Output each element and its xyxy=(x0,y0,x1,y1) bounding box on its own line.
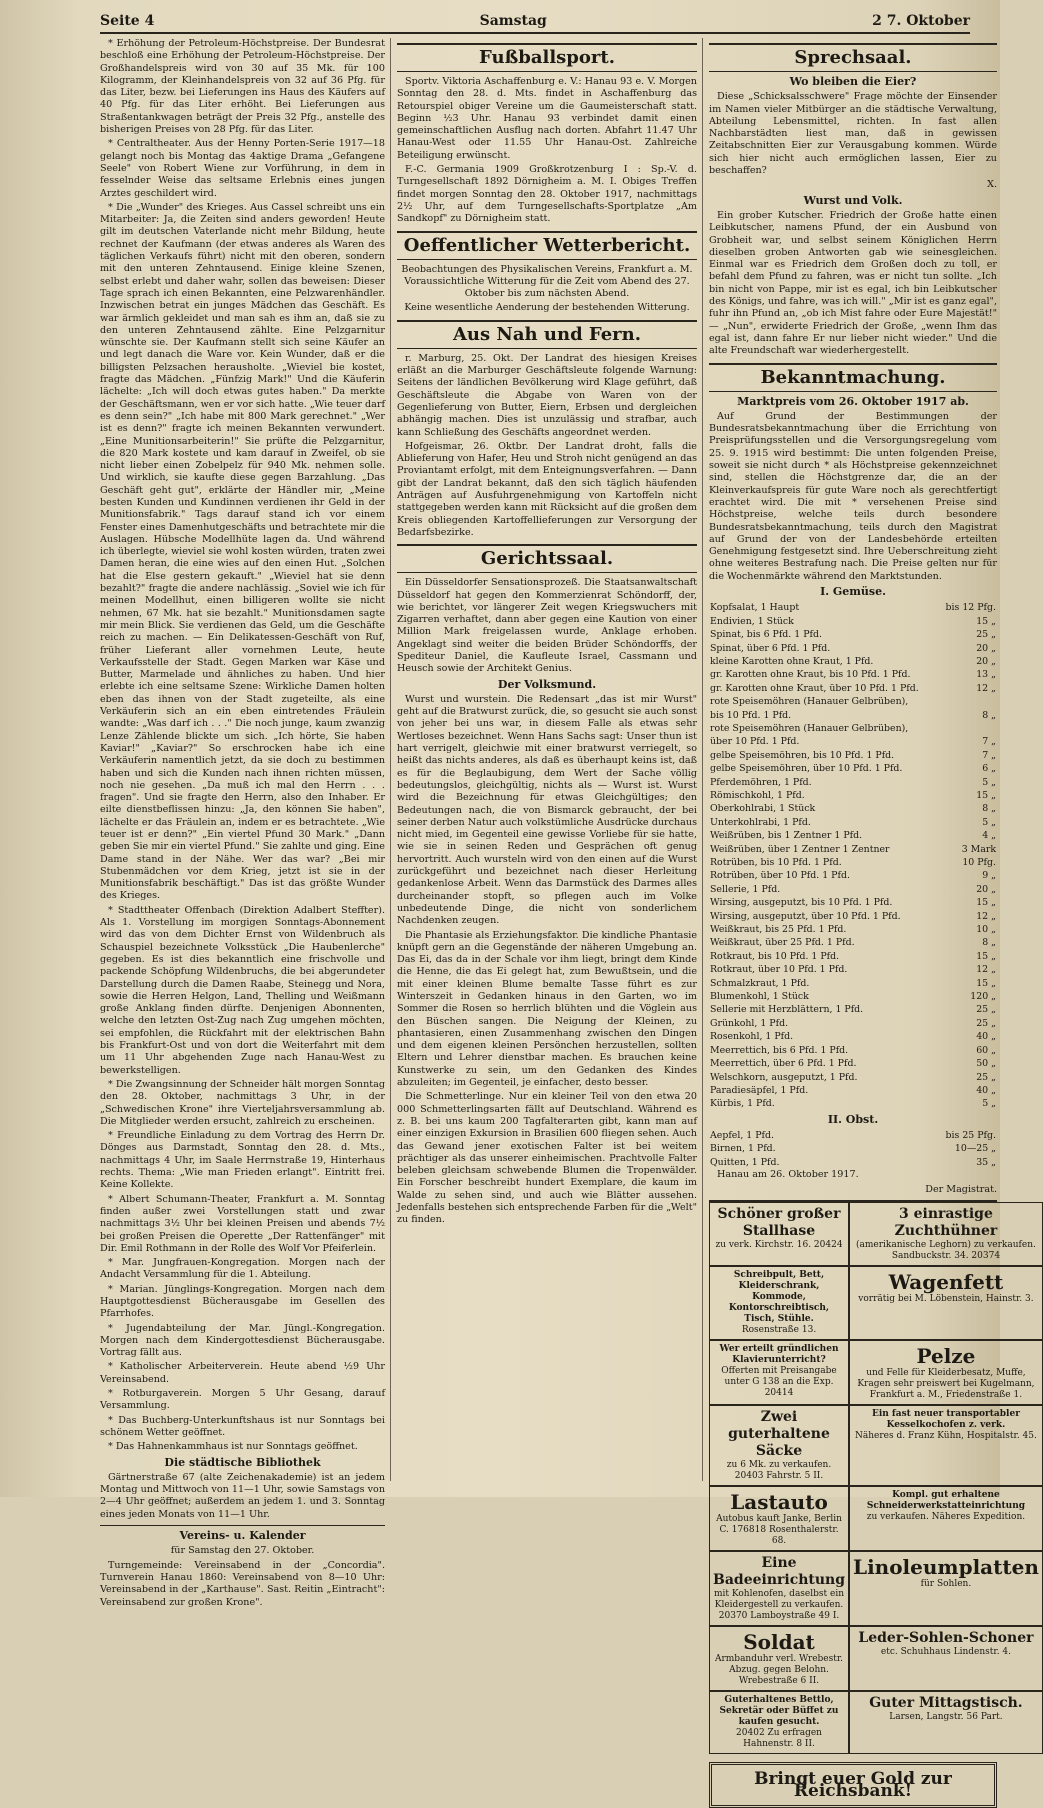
price-row xyxy=(709,735,997,748)
price-value: 120 „ xyxy=(970,991,996,1003)
column-left xyxy=(100,38,385,1608)
price-row xyxy=(709,1044,997,1057)
ad-headline: Wagenfett xyxy=(888,1269,1004,1294)
price-row xyxy=(709,869,997,882)
ad-text: zu verk. Kirchstr. 16. 20424 xyxy=(715,1239,843,1250)
classified-ad xyxy=(709,1486,849,1551)
price-item: Oberkohlrabi, 1 Stück xyxy=(710,803,816,815)
section-wetter: Oeffentlicher Wetterbericht. xyxy=(397,231,697,260)
ad-headline: Schreibpult, Bett, Kleiderschrank, Kommode, Kontorschreibtisch, Tisch, Stühle. xyxy=(728,1269,830,1324)
volksmund-item: Die Phantasie als Erziehungsfaktor. Die kindliche Phantasie knüpft gern an die Gegenstände der näheren Umgebung an. Das Ei, das da in der Schale vor ihm liegt, bringt dem Kinde die Henne, die das Ei gelegt hat, zum Bewußtsein, und die mit einer kleinen Blume bemalte Tasse führt es zur Winterszeit in Gedanken hinaus in den Garten, wo im Sommer die Rosen so herrlich blühten und die Vöglein aus den Büschen sangen. Die Neigung der Kleinen, zu phantasieren, einen Zusammenhang zwischen den Dingen und dem eigenen kleinen Persönchen herzustellen, sollten Eltern und Lehrer dienstbar machen. Es brauchen keine Kunstwerke zu sein, um den Gedanken des Kindes abzuleiten; im Gegenteil, je einfacher, desto besser. xyxy=(397,929,697,1089)
price-row xyxy=(709,1084,997,1097)
classified-ad xyxy=(849,1626,1043,1691)
gemuese-title: I. Gemüse. xyxy=(820,584,886,598)
ad-headline: Pelze xyxy=(916,1343,976,1368)
local-news-item: * Katholischer Arbeiterverein. Heute abend ½9 Uhr Vereinsabend. xyxy=(100,1361,385,1385)
price-item: Rotkraut, bis 10 Pfd. 1 Pfd. xyxy=(710,950,840,962)
price-value: 15 „ xyxy=(976,897,996,909)
gemuese-table xyxy=(709,601,997,1110)
price-item: Wirsing, ausgeputzt, bis 10 Pfd. 1 Pfd. xyxy=(710,897,893,909)
issue-date: 2 7. Oktober xyxy=(872,13,970,29)
price-item: Meerrettich, bis 6 Pfd. 1 Pfd. xyxy=(710,1044,849,1056)
local-news-item: * Stadttheater Offenbach (Direktion Adalbert Steffter). Als 1. Vorstellung im morgigen Sonntags-Abonnement wird das von dem Dichter Ernst von Wildenbruch als Schauspiel bezeichnete Volksstück „Die Haubenlerche" gegeben. Es ist dies bekanntlich eine frischvolle und packende Schöpfung Wildenbruchs, die bei abgerundeter Darstellung durch die Damen Raabe, Steinegg und Nora, sowie die Herren Helgon, Land, Thelling und Weißmann große Anklang finden dürfte. Denjenigen Abonnenten, welche den letzten Ost-Zug nach Zug umgehen möchten, sei empfohlen, die Rückfahrt mit der elektrischen Bahn bis Frankfurt-Ost und von dort die Weiterfahrt mit dem um 11 Uhr abgehenden Zuge nach Hanau-West zu bewerkstelligen. xyxy=(100,904,385,1076)
price-item: Weißkraut, über 25 Pfd. 1 Pfd. xyxy=(710,937,855,949)
price-row xyxy=(709,695,997,708)
price-value: 40 „ xyxy=(976,1031,996,1043)
weekday: Samstag xyxy=(479,13,547,29)
local-news-item: * Mar. Jungfrauen-Kongregation. Morgen nach der Andacht Versammlung für die 1. Abteilung. xyxy=(100,1257,385,1281)
price-item: Spinat, bis 6 Pfd. 1 Pfd. xyxy=(710,629,822,641)
calendar-text: Turngemeinde: Vereinsabend in der „Concordia". Turnverein Hanau 1860: Vereinsabend von 8—10 Uhr: Vereinsabend in der „Karthause". Sast. Reitin „Eintracht": Vereinsabend zur großen Krone". xyxy=(100,1559,385,1608)
classified-ad xyxy=(849,1691,1043,1754)
ad-headline: Kompl. gut erhaltene Schneiderwerkstatteinrichtung xyxy=(866,1489,1026,1511)
local-news-item: * Marian. Jünglings-Kongregation. Morgen nach dem Hauptgottesdienst Bücherausgabe im Gesellen des Pfarrhofes. xyxy=(100,1283,385,1320)
local-news-item: * Die „Wunder" des Krieges. Aus Cassel schreibt uns ein Mitarbeiter: Ja, die Zeiten sind anders geworden! Heute gilt im deutschen Vaterlande nicht mehr Bildung, heute rechnet der Kaufmann (der etwas anderes als Waren des täglichen Verkaufs führt) nicht mit den oberen, sondern mit den unteren Zehntausend. Einige kleine Szenen, selbst erlebt und daher wahr, sollen das beweisen: Dieser Tage sprach ich einen Bekannten, eine Pelzwarenhändler. Inzwischen betrat ein junges Mädchen das Geschäft. Es war ärmlich gekleidet und man sah es ihm an, daß sie zu den unteren Zehntausend zählte. Eine Pelzgarnitur wünschte sie. Der Kaufmann stellt sich seine Käufer an und legt danach die Ware vor. Kein Wunder, daß er die billigsten Pelzsachen herausholte. „Wieviel bie kostet, fragte das Mädchen. „Fünfzig Mark!" Und die Käuferin lächelte: „Ich will doch etwas gutes haben." Da merkte der Geschäftsmann, wen er vor sich hatte. „Wie teuer darf es denn sein?" „Ich habe mit 800 Mark gerechnet." „Wer ist es denn?" fragte ich meinen Bekannten verwundert. „Eine Munitionsarbeiterin!" Sie prüfte die Pelzgarnitur, die 820 Mark kostete und kam darauf in Zweifel, ob sie nicht lieber einen Zobelpelz für 940 Mk. nehmen solle. Und wirklich, sie kaufte diese gegen Barzahlung. „Das Geschäft geht gut", erklärte der Händler mir, „Meine besten Kunden und Kundinnen verdienen ihr Geld in der Munitionsfabrik." Tags darauf stand ich vor einem Fenster eines Damenhutgeschäfts und betrachtete mir die Auslagen. Hübsche Modellhüte lagen da. Und während ich überlegte, wieviel sie wohl kosten würden, traten zwei Damen heran, die eine wies auf den einen Hut. „Solchen hat die Else gestern gekauft." „Wieviel hat sie denn bezahlt?" fragte die andere nachlässig. „Soviel wie ich für meinen Modellhut, einen billigeren wollte sie nicht nehmen, 67 Mk. hat sie bezahlt." Munitionsdamen sagte mir mein Blick. Sie verdienen das Geld, um die Geschäfte reich zu machen. — Ein Delikatessen-Geschäft von Ruf, früher Lieferant aller vornehmen Leute, heute Verkaufsstelle der Stadt. Gegen Marken war Käse und Butter, Marmelade und ähnliches zu haben. Und hier erlebte ich eine seltsame Szene: Wirkliche Damen holten eben das ihnen von der Stadt zugeteilte, als eine Verkäuferin sich an ein eben eintretendes Fräulein wandte: „Was darf ich . . ." Die noch junge, kaum zwanzig Lenze Zählende blickte um sich. „Ich hörte, Sie haben Kaviar!" „Kaviar?" So erschrocken habe ich eine Verkäuferin namentlich jetzt, da sie doch zu bestimmen haben und sich die Kunden nach ihnen richten müssen, noch nie gesehen. „Da muß ich mal den Herrn . . . fragen". Und sie fragte den Herrn, also den Inhaber. Er eilte dienstbeflissen hinzu: „Ja, den können Sie haben", lächelte er das Fräulein an, indem er es betrachtete. „Wie teuer ist er denn?" „Ein viertel Pfund 30 Mark." „Dann geben Sie mir ein viertel Pfund." Sie zahlte und ging. Eine Dame stand in der Nähe. Wer das war? „Bei mir Stubenmädchen vor dem Krieg, jetzt ist sie in der Munitionsfabrik beschäftigt." Das ist das größte Wunder des Krieges. xyxy=(100,201,385,902)
price-value: 5 „ xyxy=(982,1098,996,1110)
classified-ad xyxy=(849,1340,1043,1405)
price-row xyxy=(709,1071,997,1084)
price-value: 4 „ xyxy=(982,830,996,842)
local-news-item: * Centraltheater. Aus der Henny Porten-Serie 1917—18 gelangt noch bis Montag das 4aktige Drama „Gefangene Seele" von Robert Wiene zur Vorführung, in dem in fesselnder Weise das seltsame Erlebnis eines jungen Arztes geschildert wird. xyxy=(100,138,385,199)
ad-text: Larsen, Langstr. 56 Part. xyxy=(889,1711,1003,1722)
page-header xyxy=(100,10,970,34)
price-row xyxy=(709,816,997,829)
wetter-note: Keine wesentliche Aenderung der bestehenden Witterung. xyxy=(404,302,690,314)
price-item: gelbe Speisemöhren, über 10 Pfd. 1 Pfd. xyxy=(710,763,903,775)
price-value: 13 „ xyxy=(976,669,996,681)
price-item: kleine Karotten ohne Kraut, 1 Pfd. xyxy=(710,655,874,667)
price-value: 5 „ xyxy=(982,816,996,828)
price-value: 12 „ xyxy=(976,682,996,694)
price-row xyxy=(709,910,997,923)
price-row xyxy=(709,1003,997,1016)
nah-item: Hofgeismar, 26. Oktbr. Der Landrat droht, falls die Ablieferung von Hafer, Heu und Stroh nicht genügend an das Proviantamt erfolgt, mit dem Enteignungsverfahren. — Dann gibt der Landrat bekannt, daß den sich täglich häufenden Anträgen auf Ausfuhrgenehmigung von Kartoffeln nicht stattgegeben werden kann mit Rücksicht auf die großen dem Kreis obliegenden Kartoffellieferungen zur Versorgung der Bedarfsbezirke. xyxy=(397,440,697,538)
price-value: bis 25 Pfg. xyxy=(945,1130,996,1142)
price-item: gelbe Speisemöhren, bis 10 Pfd. 1 Pfd. xyxy=(710,749,895,761)
classified-ad xyxy=(849,1266,1043,1340)
bekanntmachung-subtitle: Marktpreis vom 26. Oktober 1917 ab. xyxy=(737,394,969,408)
price-value: 7 „ xyxy=(982,736,996,748)
ad-headline: Guter Mittagstisch. xyxy=(869,1694,1023,1711)
section-fussball: Fußballsport. xyxy=(397,43,697,72)
price-value: 9 „ xyxy=(982,870,996,882)
price-row xyxy=(709,950,997,963)
sprechsaal-subtitle: Wo bleiben die Eier? xyxy=(789,75,917,88)
price-row xyxy=(709,722,997,735)
price-value: 6 „ xyxy=(982,763,996,775)
ad-text: Rosenstraße 13. xyxy=(741,1324,817,1335)
price-row xyxy=(709,856,997,869)
calendar-title: Vereins- u. Kalender xyxy=(179,1529,306,1543)
price-row xyxy=(709,762,997,775)
price-value: 7 „ xyxy=(982,749,996,761)
classified-ad xyxy=(849,1405,1043,1486)
price-row xyxy=(709,1017,997,1030)
column-middle xyxy=(390,38,697,1481)
price-row xyxy=(709,668,997,681)
price-row xyxy=(709,776,997,789)
classified-ads xyxy=(709,1200,1039,1754)
price-value: 8 „ xyxy=(982,709,996,721)
local-news-item: * Jugendabteilung der Mar. Jüngl.-Kongregation. Morgen nach dem Kindergottesdienst Bücherausgabe. Vortrag fällt aus. xyxy=(100,1322,385,1359)
price-row xyxy=(709,1129,997,1142)
local-news-item: * Freundliche Einladung zu dem Vortrag des Herrn Dr. Dönges aus Darmstadt, Sonntag den 28. d. Mts., nachmittags 4 Uhr, im Saale Herrnstraße 19, Hinterhaus rechts. Thema: „Wie man Frieden erlangt". Eintritt frei. Keine Kollekte. xyxy=(100,1130,385,1191)
obst-title: II. Obst. xyxy=(827,1112,879,1126)
price-value: 25 „ xyxy=(976,1017,996,1029)
ad-headline: Linoleumplatten xyxy=(853,1554,1039,1579)
price-item: gr. Karotten ohne Kraut, bis 10 Pfd. 1 Pfd. xyxy=(710,669,911,681)
price-row xyxy=(709,615,997,628)
price-item: Grünkohl, 1 Pfd. xyxy=(710,1017,789,1029)
price-item: Paradiesäpfel, 1 Pfd. xyxy=(710,1084,809,1096)
price-row xyxy=(709,642,997,655)
local-news-item: * Das Hahnenkammhaus ist nur Sonntags geöffnet. xyxy=(108,1441,358,1453)
price-item: Unterkohlrabi, 1 Pfd. xyxy=(710,816,811,828)
price-item: rote Speisemöhren (Hanauer Gelbrüben), xyxy=(710,722,909,734)
sprechsaal-signature: X. xyxy=(987,179,997,191)
local-news xyxy=(100,38,385,1454)
price-row xyxy=(709,829,997,842)
price-value: 15 „ xyxy=(976,977,996,989)
price-value: 25 „ xyxy=(976,1004,996,1016)
column-right xyxy=(702,38,1039,1802)
price-row xyxy=(709,1097,997,1110)
ad-headline: Zwei guterhaltene Säcke xyxy=(728,1408,830,1459)
price-row xyxy=(709,990,997,1003)
price-value: 25 „ xyxy=(976,629,996,641)
ad-text: für Sohlen. xyxy=(920,1578,972,1589)
calendar-subtitle: für Samstag den 27. Oktober. xyxy=(170,1545,315,1557)
price-item: Weißkraut, bis 25 Pfd. 1 Pfd. xyxy=(710,924,847,936)
price-row xyxy=(709,923,997,936)
price-row xyxy=(709,843,997,856)
price-value: 60 „ xyxy=(976,1044,996,1056)
ad-text: Armbanduhr verl. Wrebestr. Abzug. gegen Belohn. Wrebestraße 6 II. xyxy=(714,1653,844,1686)
price-value: 8 „ xyxy=(982,937,996,949)
section-sprechsaal: Sprechsaal. xyxy=(709,43,997,72)
price-value: 10—25 „ xyxy=(954,1143,996,1155)
price-value: 12 „ xyxy=(976,964,996,976)
price-item: Schmalzkraut, 1 Pfd. xyxy=(710,977,810,989)
ad-text: Autobus kauft Janke, Berlin C. 176818 Rosenthalerstr. 68. xyxy=(716,1513,842,1546)
price-row xyxy=(709,963,997,976)
ad-headline: Ein fast neuer transportabler Kesselkochofen z. verk. xyxy=(871,1408,1020,1430)
price-row xyxy=(709,802,997,815)
price-item: Birnen, 1 Pfd. xyxy=(710,1143,776,1155)
price-row xyxy=(709,789,997,802)
ad-text: und Felle für Kleiderbesatz, Muffe, Kragen sehr preiswert bei Kugelmann, Frankfurt a. M., Friedenstraße 1. xyxy=(857,1367,1035,1400)
bekanntmachung-place: Hanau am 26. Oktober 1917. xyxy=(717,1169,859,1181)
divider xyxy=(100,1525,385,1526)
price-row xyxy=(709,936,997,949)
volksmund-item: Die Schmetterlinge. Nur ein kleiner Teil von den etwa 20 000 Schmetterlingsarten fällt auf Deutschland. Während es z. B. bei uns kaum 200 Tagfalterarten gibt, kann man auf einer einzigen Exkursion in Brasilien 600 fliegen sehen. Auch das Gewand jener exotischen Falter ist bei weitem prächtiger als das unserer einheimischen. Prachtvolle Falter beleben gleichsam schwebende Blumen die Tropenwälder. Ein Forscher beschreibt hundert Exemplare, die kaum im Walde zu sehen sind, und auch wie Blätter aussehen. Jedenfalls bestehen sich entsprechende Farben für die „Welt" zu finden. xyxy=(397,1091,697,1226)
classified-ad xyxy=(709,1340,849,1405)
price-row xyxy=(709,896,997,909)
price-value: 50 „ xyxy=(976,1058,996,1070)
price-item: Weißrüben, bis 1 Zentner 1 Pfd. xyxy=(710,830,863,842)
price-item: Meerrettich, über 6 Pfd. 1 Pfd. xyxy=(710,1058,857,1070)
wetter-text: Beobachtungen des Physikalischen Vereins, Frankfurt a. M. Voraussichtliche Witterung für die Zeit vom Abend des 27. Oktober bis zum nächsten Abend. xyxy=(401,263,693,300)
price-row xyxy=(709,655,997,668)
price-item: Rotrüben, bis 10 Pfd. 1 Pfd. xyxy=(710,857,842,868)
price-value: 15 „ xyxy=(976,615,996,627)
gold-appeal-banner: Bringt euer Gold zur Reichsbank! xyxy=(709,1762,997,1808)
ad-text: (amerikanische Leghorn) zu verkaufen. Sandbuckstr. 34. 20374 xyxy=(856,1239,1036,1261)
price-value: 40 „ xyxy=(976,1084,996,1096)
price-item: Rotkraut, über 10 Pfd. 1 Pfd. xyxy=(710,964,848,976)
price-item: Kopfsalat, 1 Haupt xyxy=(710,602,800,614)
price-value: 35 „ xyxy=(976,1156,996,1168)
price-item: Pferdemöhren, 1 Pfd. xyxy=(710,776,812,788)
ad-text: etc. Schuhhaus Lindenstr. 4. xyxy=(880,1646,1012,1657)
bekanntmachung-text: Auf Grund der Bestimmungen der Bundesratsbekanntmachung über die Errichtung von Preisprüfungsstellen und die Versorgungsregelung vom 25. 9. 1915 wird bestimmt: Die unten folgenden Preise, soweit sie nicht durch * als Höchstpreise gekennzeichnet sind, stellen die Höchstgrenze dar, die an der Kleinverkaufspreis für gute Ware noch als gerechtfertigt erachtet wird. Die mit * versehenen Preise sind Höchstpreise, welche teils durch besondere Bundesratsbekanntmachung, teils durch den Magistrat auf Grund der von der Landesbehörde erteilten Genehmigung festgesetzt sind. Ihre Ueberschreitung zieht ohne weiteres Bestrafung nach. Die Preise gelten nur für die Wochenmärkte während den Marktstunden. xyxy=(709,410,997,582)
bekanntmachung-signature: Der Magistrat. xyxy=(925,1183,997,1195)
ad-headline: Schöner großer Stallhase xyxy=(717,1205,841,1239)
ad-text: 20402 Zu erfragen Hahnenstr. 8 II. xyxy=(736,1727,822,1749)
price-value: 3 Mark xyxy=(961,843,996,855)
ad-text: zu verkaufen. Näheres Expedition. xyxy=(866,1511,1026,1522)
ad-headline: 3 einrastige Zuchthühner xyxy=(894,1205,998,1239)
price-item: Blumenkohl, 1 Stück xyxy=(710,991,809,1003)
price-row xyxy=(709,709,997,722)
ad-text: mit Kohlenofen, daselbst ein Kleidergestell zu verkaufen. 20370 Lamboystraße 49 I. xyxy=(714,1588,844,1621)
nah-item: r. Marburg, 25. Okt. Der Landrat des hiesigen Kreises erläßt an die Marburger Geschäftsleute folgende Warnung: Seitens der ländlichen Bevölkerung wird Klage geführt, daß Geschäftsleute die Abgabe von Waren von der Gegenlieferung von Butter, Eiern, Erbsen und dergleichen abhängig machen. Dies ist unzulässig und strafbar, auch kann Schließung des Geschäfts angeordnet werden. xyxy=(397,352,697,438)
price-row xyxy=(709,1057,997,1070)
price-value: 20 „ xyxy=(976,642,996,654)
price-item: Rotrüben, über 10 Pfd. 1 Pfd. xyxy=(710,870,850,882)
price-row xyxy=(709,977,997,990)
price-value: 10 Pfg. xyxy=(962,857,996,868)
price-row xyxy=(709,682,997,695)
ad-headline: Wer erteilt gründlichen Klavierunterricht? xyxy=(719,1343,839,1365)
price-value: 5 „ xyxy=(982,776,996,788)
ad-text: Offerten mit Preisangabe unter G 138 an die Exp. 20414 xyxy=(721,1365,837,1398)
local-news-item: * Erhöhung der Petroleum-Höchstpreise. Der Bundesrat beschloß eine Erhöhung der Petroleum-Höchstpreise. Der Großhandelspreis wird von 30 auf 35 Mk. für 100 Kilogramm, der Kleinhandelspreis von 32 auf 36 Pfg. für das Liter, bezw. bei Lieferungen ins Haus des Käufers auf 40 Pfg. für das Liter erhöht. Bei Lieferungen aus Straßentankwagen beträgt der Preis 32 Pfg., anstelle des bisherigen Preises von 28 Pfg. für das Liter. xyxy=(100,38,385,136)
library-title: Die städtische Bibliothek xyxy=(164,1455,321,1469)
price-item: über 10 Pfd. 1 Pfd. xyxy=(710,736,800,748)
price-item: Wirsing, ausgeputzt, über 10 Pfd. 1 Pfd. xyxy=(710,910,901,922)
price-value: 20 „ xyxy=(976,883,996,895)
price-value: 15 „ xyxy=(976,950,996,962)
price-value xyxy=(945,695,997,708)
ad-headline: Soldat xyxy=(743,1629,815,1654)
price-item: rote Speisemöhren (Hanauer Gelbrüben), xyxy=(710,696,909,708)
classified-ad xyxy=(709,1551,849,1626)
local-news-item: * Rotburgaverein. Morgen 5 Uhr Gesang, darauf Versammlung. xyxy=(100,1388,385,1412)
price-item: Quitten, 1 Pfd. xyxy=(710,1156,780,1168)
sprechsaal-text: Diese „Schicksalsschwere" Frage möchte der Einsender im Namen vieler Mitbürger an die städtische Verwaltung, Abteilung Lebensmittel, richten. In fast allen Nachbarstädten liest man, daß in gewissen Zeitabschnitten Eier zur Verausgabung kommen. Würde sich hier nicht auch ermöglichen lassen, Eier zu beschaffen? xyxy=(709,91,997,177)
ad-headline: Leder-Sohlen-Schoner xyxy=(858,1629,1034,1646)
ad-text: zu 6 Mk. zu verkaufen. 20403 Fahrstr. 5 II. xyxy=(726,1459,832,1481)
classified-ad xyxy=(849,1486,1043,1551)
gericht-text: Ein Düsseldorfer Sensationsprozeß. Die Staatsanwaltschaft Düsseldorf hat gegen den Kommerzienrat Schöndorff, der, wie berichtet, vor längerer Zeit wegen Kriegswuchers mit Zigarren verhaftet, dann aber gegen eine Kaution von einer Million Mark freigelassen wurde, Anklage erhoben. Angeklagt sind weiter die beiden Brüder Schöndorffs, der Spediteur Daniel, die Kaufleute Israel, Cassmann und Heusch sowie der Architekt Genius. xyxy=(397,577,697,675)
wurst-volk-text: Ein grober Kutscher. Friedrich der Große hatte einen Leibkutscher, namens Pfund, der ein Ausbund von Grobheit war, und selbst seinem Königlichen Herrn dieselben groben Antworten gab wie seinesgleichen. Einmal war es Friedrich dem Großen doch zu toll, er befahl dem Pfund zu fahren, was er nicht tun sollte. „Ich bin nicht von Pappe, mir ist es egal, ich bin Leibkutscher des Königs, und fahre, was ich will." „Mir ist es ganz egal", fuhr ihn Pfund an, „ob ich Mist fahre oder Eure Majestät!" — „Nun", erwiderte Friedrich der Große, „wenn Ihm das egal ist, dann fahre Er nur lieber nicht wieder." Und die alte Freundschaft war wiederhergestellt. xyxy=(709,209,998,357)
ad-headline: Guterhaltenes Bettlo, Sekretär oder Büffet zu kaufen gesucht. xyxy=(719,1694,839,1727)
library-text: Gärtnerstraße 67 (alte Zeichenakademie) ist an jedem Montag und Mittwoch von 11—1 Uhr, sowie Samstags von 2—4 Uhr geöffnet; außerdem an jedem 1. und 3. Sonntag eines jeden Monats von 11—1 Uhr. xyxy=(100,1471,385,1520)
ad-headline: Eine Badeeinrichtung xyxy=(713,1554,846,1588)
price-value: 25 „ xyxy=(976,1071,996,1083)
ad-text: Näheres d. Franz Kühn, Hospitalstr. 45. xyxy=(855,1430,1037,1441)
page-number: Seite 4 xyxy=(100,13,155,29)
price-item: Endivien, 1 Stück xyxy=(710,615,794,627)
price-item: bis 10 Pfd. 1 Pfd. xyxy=(710,709,792,721)
price-value: 15 „ xyxy=(976,789,996,801)
obst-table xyxy=(709,1129,997,1169)
classified-ad xyxy=(849,1551,1043,1626)
price-row xyxy=(709,1030,997,1043)
section-bekanntmachung: Bekanntmachung. xyxy=(709,363,997,392)
classified-ad xyxy=(709,1405,849,1486)
price-item: Römischkohl, 1 Pfd. xyxy=(710,789,805,801)
fussball-item: F.-C. Germania 1909 Großkrotzenburg I : Sp.-V. d. Turngesellschaft 1892 Dörnigheim a. M. I. Obiges Treffen findet morgen Sonntag den 28. Oktober 1917, nachmittags 2½ Uhr, auf dem Turngesellschafts-Sportplatze „Am Sandkopf" zu Dörnigheim statt. xyxy=(397,164,697,225)
ad-headline: Lastauto xyxy=(730,1489,828,1514)
classified-ad xyxy=(849,1202,1043,1266)
price-item: Sellerie mit Herzblättern, 1 Pfd. xyxy=(710,1004,864,1016)
price-item: Rosenkohl, 1 Pfd. xyxy=(710,1031,794,1043)
price-row xyxy=(709,749,997,762)
local-news-item: * Das Buchberg-Unterkunftshaus ist nur Sonntags bei schönem Wetter geöffnet. xyxy=(100,1414,385,1438)
price-value: 10 „ xyxy=(976,924,996,936)
price-item: gr. Karotten ohne Kraut, über 10 Pfd. 1 Pfd. xyxy=(710,682,919,694)
volksmund-item: Wurst und wurstein. Die Redensart „das ist mir Wurst" geht auf die Bratwurst zurück, die, so gesucht sie auch sonst von jeher bei uns war, in diesem Falle als etwas sehr Wertloses bezeichnet. Wenn Hans Sachs sagt: Unser thun ist hart verrigelt, gleichwie mit einer bratwurst verriegelt, so heißt das nichts anderes, als daß es überhaupt keins ist, daß es für die Beglaubigung, dem Wert der Sache völlig bedeutungslos, gleichgültig, nichts als — Wurst ist. Wurst wird die Bezeichnung für etwas Gleichgültiges; den Bedeutungen nach, die von Bismarck gebraucht, der bei seiner derben Natur auch volkstümliche Ausdrücke durchaus nicht mied, im Gegenteil eine gewisse Vorliebe für sie hatte, wie sie in seinen Reden und Gesprächen oft genug hervortritt. Auch wursteln wird von den einen auf die Wurst zurückgeführt und bezeichnet nach dieser Herleitung gedankenlose Arbeit. Wenn das Darmstück des Darmes alles durcheinander stopft, so pflegen auch im Volke unbedeutende Dinge, die nicht von sonderlichem Nachdenken zeugen. xyxy=(397,693,697,927)
price-item: Aepfel, 1 Pfd. xyxy=(710,1130,774,1142)
price-item: Welschkorn, ausgeputzt, 1 Pfd. xyxy=(710,1071,858,1083)
wurst-volk-title: Wurst und Volk. xyxy=(803,193,903,207)
price-item: Kürbis, 1 Pfd. xyxy=(710,1098,775,1110)
price-row xyxy=(709,1142,997,1155)
ad-text: vorrätig bei M. Löbenstein, Hainstr. 3. xyxy=(858,1293,1034,1304)
local-news-item: * Die Zwangsinnung der Schneider hält morgen Sonntag den 28. Oktober, nachmittags 3 Uhr, in der „Schwedischen Krone" ihre Vierteljahrsversammlung ab. Die Mitglieder werden ersucht, zahlreich zu erscheinen. xyxy=(100,1078,385,1127)
section-nah-fern: Aus Nah und Fern. xyxy=(397,320,697,349)
fussball-item: Sportv. Viktoria Aschaffenburg e. V.: Hanau 93 e. V. Morgen Sonntag den 28. d. Mts. findet in Aschaffenburg das Retourspiel obiger Vereine um die Gaumeisterschaft statt. Beginn ½3 Uhr. Hanau 93 verbindet damit einen gemeinschaftlichen Ausflug nach dorten. Abfahrt 11.47 Uhr Hanau-West oder 11.55 Uhr Hanau-Ost. Zahlreiche Beteiligung erwünscht. xyxy=(397,76,697,161)
classified-ad xyxy=(709,1266,849,1340)
price-value: bis 12 Pfg. xyxy=(945,602,996,614)
price-row xyxy=(709,1156,997,1169)
price-row xyxy=(709,601,997,614)
price-value: 20 „ xyxy=(976,655,996,667)
price-row xyxy=(709,628,997,641)
classified-ad xyxy=(709,1202,849,1266)
price-value: 8 „ xyxy=(982,803,996,815)
section-gericht: Gerichtssaal. xyxy=(397,544,697,573)
classified-ad xyxy=(709,1626,849,1691)
price-value xyxy=(945,722,997,735)
price-item: Sellerie, 1 Pfd. xyxy=(710,883,781,895)
classified-ad xyxy=(709,1691,849,1754)
price-row xyxy=(709,883,997,896)
price-value: 12 „ xyxy=(976,910,996,922)
volksmund-title: Der Volksmund. xyxy=(497,677,597,691)
local-news-item: * Albert Schumann-Theater, Frankfurt a. M. Sonntag finden außer zwei Vorstellungen statt und zwar nachmittags 3½ Uhr bei kleinen Preisen und abends 7½ bei großen Preisen die Operette „Der Rattenfänger" mit Dir. Emil Rothmann in der Rolle des Wolf Vor Pfeiferlein. xyxy=(100,1193,385,1254)
price-item: Spinat, über 6 Pfd. 1 Pfd. xyxy=(710,642,831,654)
price-item: Weißrüben, über 1 Zentner 1 Zentner xyxy=(710,843,890,855)
